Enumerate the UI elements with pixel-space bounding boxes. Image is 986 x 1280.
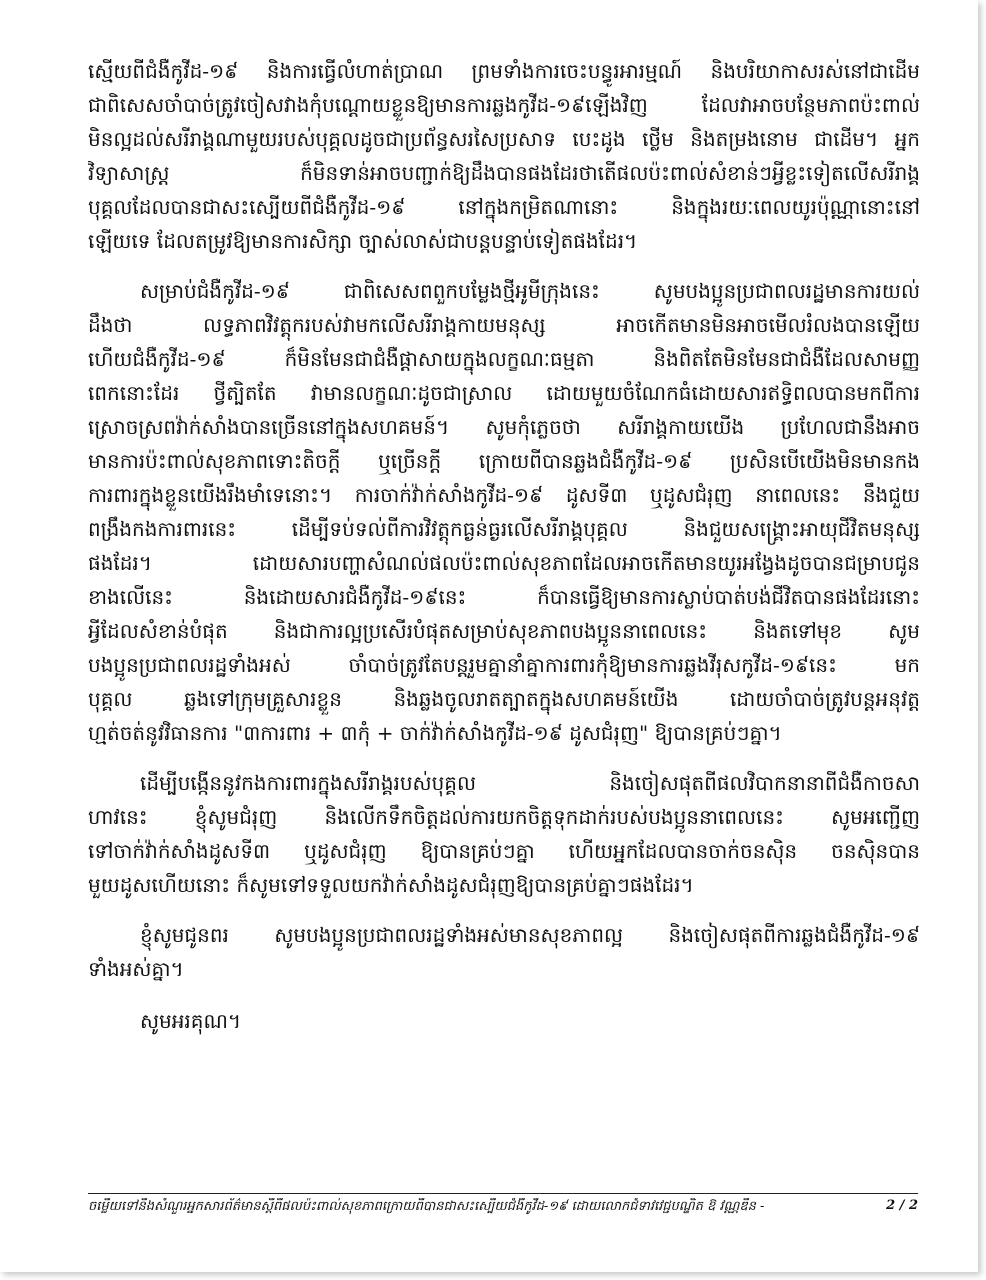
paragraph-line: បងប្អូនប្រជាពលរដ្ឋទាំងអស់ ចាំបាច់ត្រូវតែបន្តរួមគ្នានាំគ្នាការពារកុំឱ្យមានការឆ្លងវីរុសកូវីដ-១៩នេះ មក: [88, 653, 920, 677]
paragraph-line: ខាងលើនេះ និងដោយសារជំងឺកូវីដ-១៩នេះ ក៏បានធ្វើឱ្យមានការស្លាប់បាត់បង់ជីវិតបានផងដែរនោះ: [88, 585, 920, 609]
paragraph-line: ដើម្បីបង្កើននូវកងការពារក្នុងសរីរាង្គរបស់បុគ្គល និងចៀសផុតពីផលវិបាកនានាពីជំងឺកាចសា: [140, 771, 920, 795]
paragraph-line: ទាំងអស់គ្នា។: [88, 957, 184, 981]
paragraph-line: ហ្មត់ចត់នូវវិធានការ "៣ការពារ + ៣កុំ + ចាក់វ៉ាក់សាំងកូវីដ-១៩ ដូសជំរុញ" ឱ្យបានគ្រប់ៗគ្នា។: [88, 721, 782, 745]
document-body: [88, 54, 920, 1038]
paragraph-1: [88, 54, 920, 258]
paragraph-line: ទៅចាក់វ៉ាក់សាំងដូសទី៣ ឬដូសជំរុញ ឱ្យបានគ្រប់ៗគ្នា ហើយអ្នកដែលបានចាក់ចនស៊ិន ចនស៊ិនបាន: [88, 839, 920, 863]
paragraph-line: អ្វីដែលសំខាន់បំផុត និងជាការល្អប្រសើរបំផុតសម្រាប់សុខភាពបងប្អូននាពេលនេះ និងតទៅមុខ សូម: [88, 619, 920, 643]
paragraph-line: វិទ្យាសាស្ត្រ ក៏មិនទាន់អាចបញ្ជាក់ឱ្យដឹងបានផងដែរថាតើផលប៉ះពាល់សំខាន់ៗអ្វីខ្លះទៀតលើសរីរាង្គ: [88, 161, 920, 185]
paragraph-3: [88, 766, 920, 902]
page-footer: [88, 1198, 918, 1217]
paragraph-line: ស្រោចស្រពវ៉ាក់សាំងបានច្រើននៅក្នុងសហគមន៍។ សូមកុំភ្លេចថា សរីរាង្គកាយយើង ប្រហែលជានឹងអាច: [88, 415, 920, 439]
paragraph-line: មានការប៉ះពាល់សុខភាពទោះតិចក្ដី ឬច្រើនក្ដី ក្រោយពីបានឆ្លងជំងឺកូវីដ-១៩ ប្រសិនបើយើងមិនមានកង: [88, 449, 920, 473]
footer-caption: ចម្លើយទៅនឹងសំណួរអ្នកសារព័ត៌មានស្ដីពីផលប៉ះពាល់សុខភាពក្រោយពីបានជាសះស្បើយជំងឺកូវីដ-១៩ ដោយលោកជំទាវវេជ្ជបណ្ឌិត ឱ វណ្ណឌីន -: [88, 1199, 765, 1214]
paragraph-line: ជាពិសេសចាំបាច់ត្រូវចៀសវាងកុំបណ្តោយខ្លួនឱ្យមានការឆ្លងកូវីដ-១៩ឡើងវិញ ដែលវាអាចបន្ថែមភាពប៉ះពាល់: [88, 93, 920, 117]
closing-thanks: សូមអរគុណ។: [140, 1009, 242, 1033]
paragraph-line: សម្រាប់ជំងឺកូវីដ-១៩ ជាពិសេសពពួកបម្លែងថ្មីអូមីក្រុងនេះ សូមបងប្អូនប្រជាពលរដ្ឋមានការយល់: [140, 279, 920, 303]
paragraph-line: ខ្ញុំសូមជូនពរ សូមបងប្អូនប្រជាពលរដ្ឋទាំងអស់មានសុខភាពល្អ និងចៀសផុតពីការឆ្លងជំងឺកូវីដ-១៩: [140, 923, 920, 947]
paragraph-line: ការពារក្នុងខ្លួនយើងរឹងមាំទេនោះ។ ការចាក់វ៉ាក់សាំងកូវីដ-១៩ ដូសទី៣ ឬដូសជំរុញ នាពេលនេះ នឹងជួយ: [88, 483, 920, 507]
paragraph-line: ហើយជំងឺកូវីដ-១៩ ក៏មិនមែនជាជំងឺផ្ដាសាយក្នុងលក្ខណៈធម្មតា និងពិតតែមិនមែនជាជំងឺដែលសាមញ្ញ: [88, 347, 920, 371]
paragraph-line: បុគ្គល ឆ្លងទៅក្រុមគ្រួសារខ្លួន និងឆ្លងចូលរាតត្បាតក្នុងសហគមន៍យើង ដោយចាំបាច់ត្រូវបន្តអនុវត្ត: [88, 687, 920, 711]
paragraph-line: បុគ្គលដែលបានជាសះស្បើយពីជំងឺកូវីដ-១៩ នៅក្នុងកម្រិតណានោះ និងក្នុងរយៈពេលយូរប៉ុណ្ណានោះនៅ: [88, 195, 920, 219]
paragraph-line: ផងដែរ។ ដោយសារបញ្ហាសំណល់ផលប៉ះពាល់សុខភាពដែលអាចកើតមានយូរអង្វែងដូចបានជម្រាបជូន: [88, 551, 920, 575]
paragraph-line: ដឹងថា លទ្ធភាពវិវត្តុករបស់វាមកលើសរីរាង្គកាយមនុស្ស អាចកើតមានមិនអាចមើលរំលងបានឡើយ: [88, 313, 920, 337]
paragraph-2: [88, 274, 920, 750]
paragraph-line: មួយដូសហើយនោះ ក៏សូមទៅទទួលយកវ៉ាក់សាំងដូសជំរុញឱ្យបានគ្រប់គ្នាៗផងដែរ។: [88, 873, 694, 897]
paragraph-line: ហាវនេះ ខ្ញុំសូមជំរុញ និងលើកទឹកចិត្តដល់ការយកចិត្តទុកដាក់របស់បងប្អូននាពេលនេះ សូមអញ្ជើញ: [88, 805, 920, 829]
page-number: 2 / 2: [886, 1198, 918, 1213]
paragraph-4: [88, 918, 920, 986]
paragraph-line: ពេកនោះដែរ ថ្វីត្បិតតែ វាមានលក្ខណៈដូចជាស្រាល ដោយមួយចំណែកធំដោយសារឥទ្ធិពលបានមកពីការ: [88, 381, 920, 405]
paragraph-line: មិនល្អដល់សរីរាង្គណាមួយរបស់បុគ្គលដូចជាប្រព័ន្ធសរសៃប្រសាទ បេះដូង ថ្លើម និងតម្រងនោម ជាដើម។ អ្នក: [88, 127, 920, 151]
paragraph-line: ពង្រឹងកងការពារនេះ ដើម្បីទប់ទល់ពីការវិវត្តុកធ្ងន់ធ្ងរលើសរីរាង្គបុគ្គល និងជួយសង្គ្រោះអាយុជីវិតមនុស្ស: [88, 517, 920, 541]
paragraph-line: ស្មើយពីជំងឺកូវីដ-១៩ និងការធ្វើលំហាត់ប្រាណ ព្រមទាំងការចេះបន្ធូរអារម្មណ៍ និងបរិយាកាសរស់នៅជាដើម: [88, 59, 920, 83]
paragraph-line: ឡើយទេ ដែលតម្រូវឱ្យមានការសិក្សា ច្បាស់លាស់ជាបន្តបន្ទាប់ទៀតផងដែរ។: [88, 229, 638, 253]
footer-divider: [88, 1193, 918, 1194]
